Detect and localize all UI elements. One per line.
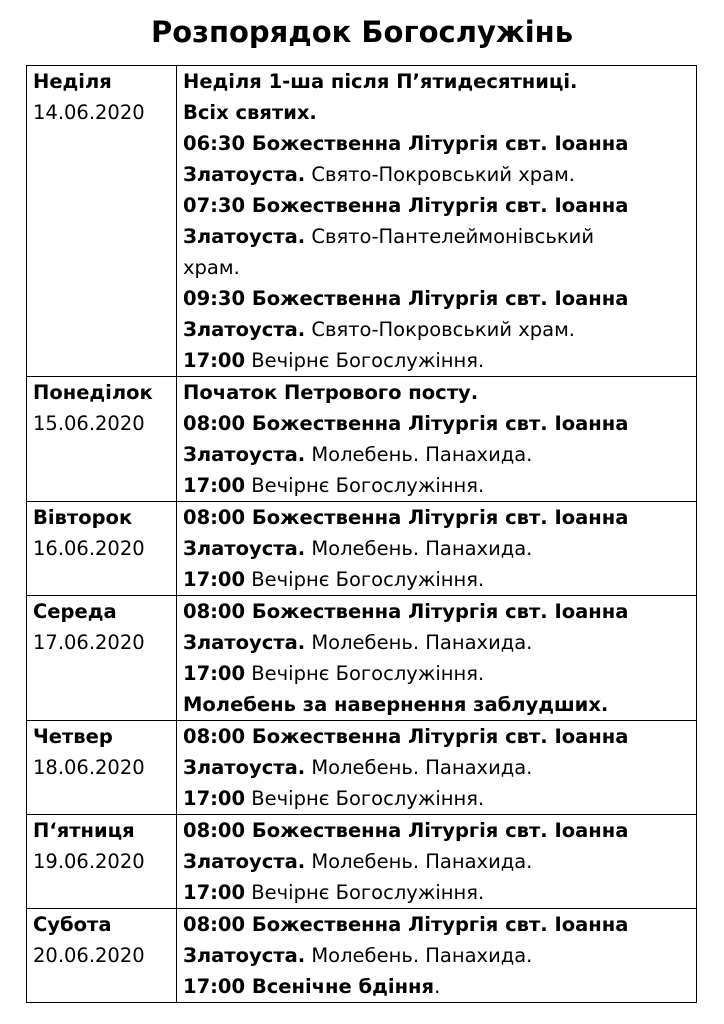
service-text: Свято-Пантелеймонівський xyxy=(305,225,594,248)
service-text: Молебень. Панахида. xyxy=(305,756,533,779)
service-text-bold: 08:00 Божественна Літургія свт. Іоанна xyxy=(183,725,629,748)
day-name: Середа xyxy=(33,600,117,623)
service-text-bold: 09:30 Божественна Літургія свт. Іоанна xyxy=(183,287,629,310)
service-text-bold: 08:00 Божественна Літургія свт. Іоанна xyxy=(183,600,629,623)
service-text-bold: 08:00 Божественна Літургія свт. Іоанна xyxy=(183,506,629,529)
service-text-bold: 06:30 Божественна Літургія свт. Іоанна xyxy=(183,132,629,155)
service-line xyxy=(183,439,692,470)
service-text: храм. xyxy=(183,256,240,279)
day-date: 18.06.2020 xyxy=(33,756,145,779)
schedule-row xyxy=(27,721,697,815)
service-text-bold: Златоуста. xyxy=(183,850,306,873)
service-text-bold: Златоуста. xyxy=(183,631,306,654)
service-line xyxy=(183,314,692,345)
service-text-bold: 08:00 Божественна Літургія свт. Іоанна xyxy=(183,819,629,842)
service-text-bold: 17:00 xyxy=(183,662,246,685)
day-cell xyxy=(27,909,177,1003)
service-line xyxy=(183,97,692,128)
service-line xyxy=(183,627,692,658)
service-line xyxy=(183,752,692,783)
day-name: Неділя xyxy=(33,70,112,93)
service-line xyxy=(183,940,692,971)
service-text-bold: 08:00 Божественна Літургія свт. Іоанна xyxy=(183,913,629,936)
service-text-bold: 17:00 xyxy=(183,881,246,904)
service-text: Молебень. Панахида. xyxy=(305,537,533,560)
service-text-bold: Златоуста. xyxy=(183,944,306,967)
service-text-bold: Молебень за навернення заблудших. xyxy=(183,693,609,716)
service-text-bold: 08:00 Божественна Літургія свт. Іоанна xyxy=(183,412,629,435)
services-cell xyxy=(177,377,697,502)
service-text-bold: 17:00 xyxy=(183,349,246,372)
service-line xyxy=(183,128,692,159)
day-cell xyxy=(27,502,177,596)
day-name: Четвер xyxy=(33,725,113,748)
services-cell xyxy=(177,815,697,909)
service-line xyxy=(183,408,692,439)
day-date: 16.06.2020 xyxy=(33,537,145,560)
service-line xyxy=(183,909,692,940)
service-text: Вечірнє Богослужіння. xyxy=(245,662,485,685)
service-text-bold: 17:00 Всенічне бдіння xyxy=(183,975,435,998)
schedule-row xyxy=(27,66,697,377)
day-date: 15.06.2020 xyxy=(33,412,145,435)
service-text: Молебень. Панахида. xyxy=(305,631,533,654)
services-cell xyxy=(177,502,697,596)
schedule-row xyxy=(27,377,697,502)
schedule-row xyxy=(27,502,697,596)
service-text: Вечірнє Богослужіння. xyxy=(245,474,485,497)
day-cell xyxy=(27,815,177,909)
service-text: Свято-Покровський храм. xyxy=(305,318,575,341)
schedule-row xyxy=(27,596,697,721)
day-date: 19.06.2020 xyxy=(33,850,145,873)
service-line xyxy=(183,66,692,97)
service-line xyxy=(183,252,692,283)
service-text: Свято-Покровський храм. xyxy=(305,163,575,186)
service-text: Вечірнє Богослужіння. xyxy=(245,349,485,372)
service-line xyxy=(183,377,692,408)
service-line xyxy=(183,846,692,877)
service-text-bold: Неділя 1-ша після П’ятидесятниці. xyxy=(183,70,578,93)
schedule-row xyxy=(27,909,697,1003)
service-text-bold: 17:00 xyxy=(183,787,246,810)
service-line xyxy=(183,783,692,814)
service-text: Молебень. Панахида. xyxy=(305,443,533,466)
service-text-bold: Всіх святих. xyxy=(183,101,317,124)
service-text-bold: Златоуста. xyxy=(183,537,306,560)
service-text: Вечірнє Богослужіння. xyxy=(245,881,485,904)
service-text-bold: Златоуста. xyxy=(183,756,306,779)
service-text: . xyxy=(434,975,441,998)
day-date: 20.06.2020 xyxy=(33,944,145,967)
service-text: Молебень. Панахида. xyxy=(305,944,533,967)
service-line xyxy=(183,596,692,627)
service-text-bold: 17:00 xyxy=(183,568,246,591)
service-text: Вечірнє Богослужіння. xyxy=(245,568,485,591)
service-text-bold: 07:30 Божественна Літургія свт. Іоанна xyxy=(183,194,629,217)
service-line xyxy=(183,502,692,533)
service-line xyxy=(183,971,692,1002)
service-line xyxy=(183,564,692,595)
services-cell xyxy=(177,909,697,1003)
service-line xyxy=(183,221,692,252)
day-cell xyxy=(27,596,177,721)
service-line xyxy=(183,159,692,190)
day-name: Вівторок xyxy=(33,506,133,529)
schedule-table xyxy=(26,65,697,1003)
service-line xyxy=(183,815,692,846)
service-text-bold: Початок Петрового посту. xyxy=(183,381,479,404)
service-text: Молебень. Панахида. xyxy=(305,850,533,873)
service-line xyxy=(183,533,692,564)
service-line xyxy=(183,877,692,908)
service-line xyxy=(183,721,692,752)
schedule-body xyxy=(27,66,697,1003)
service-text-bold: Златоуста. xyxy=(183,443,306,466)
day-cell xyxy=(27,66,177,377)
day-name: Субота xyxy=(33,913,112,936)
service-text: Вечірнє Богослужіння. xyxy=(245,787,485,810)
day-date: 17.06.2020 xyxy=(33,631,145,654)
schedule-row xyxy=(27,815,697,909)
service-text-bold: Златоуста. xyxy=(183,225,306,248)
service-text-bold: Златоуста. xyxy=(183,318,306,341)
service-line xyxy=(183,470,692,501)
day-cell xyxy=(27,377,177,502)
services-cell xyxy=(177,66,697,377)
service-line xyxy=(183,283,692,314)
service-text-bold: Златоуста. xyxy=(183,163,306,186)
day-cell xyxy=(27,721,177,815)
service-text-bold: 17:00 xyxy=(183,474,246,497)
service-line xyxy=(183,345,692,376)
day-name: Понеділок xyxy=(33,381,153,404)
day-name: П‘ятниця xyxy=(33,819,135,842)
services-cell xyxy=(177,721,697,815)
page-title: Розпорядок Богослужінь xyxy=(150,15,574,49)
service-line xyxy=(183,658,692,689)
service-line xyxy=(183,190,692,221)
service-line xyxy=(183,689,692,720)
services-cell xyxy=(177,596,697,721)
day-date: 14.06.2020 xyxy=(33,101,145,124)
